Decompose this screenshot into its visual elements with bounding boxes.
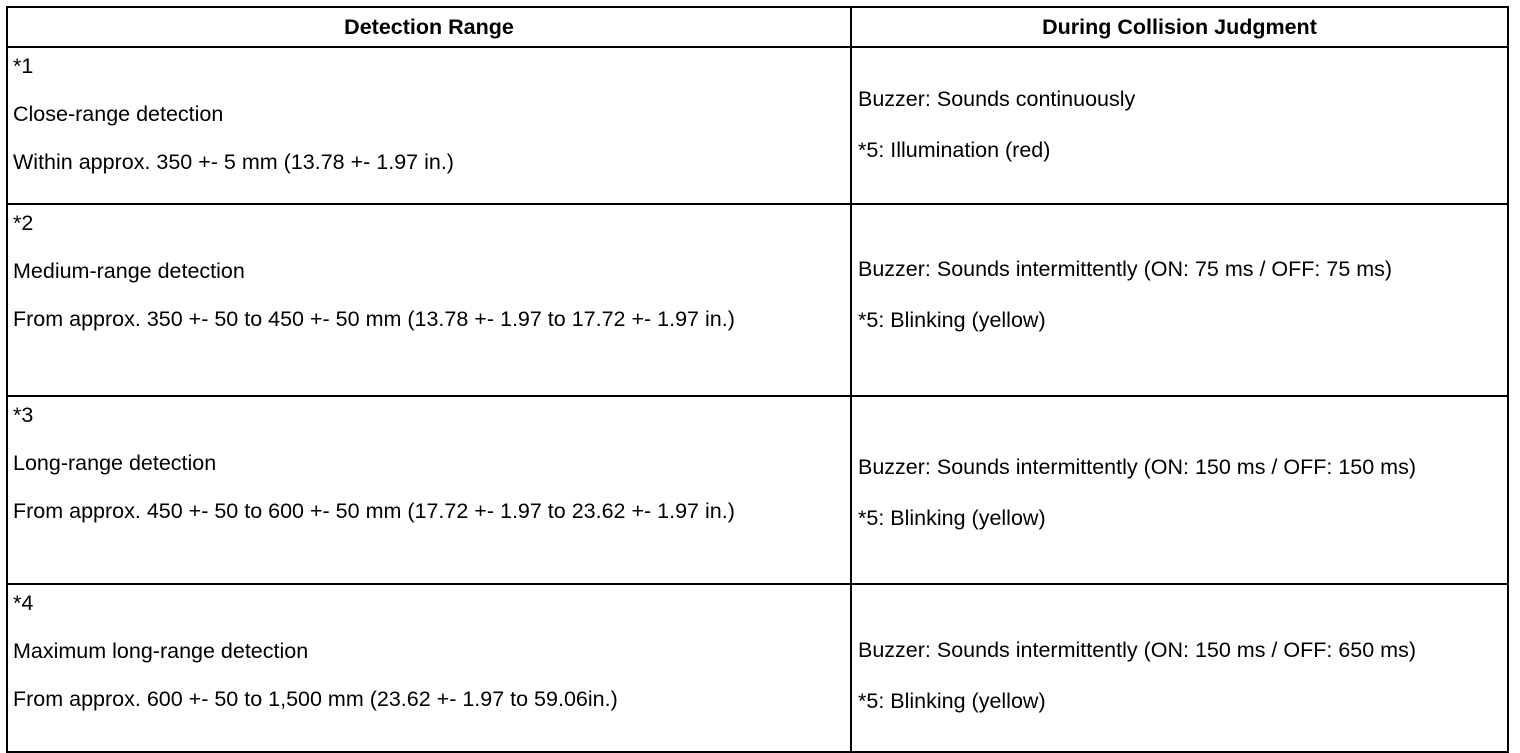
detection-range-cell <box>7 396 851 584</box>
table-row <box>7 47 1508 204</box>
collision-judgment-cell <box>851 47 1508 204</box>
header-collision-judgment: During Collision Judgment <box>851 7 1508 47</box>
indicator-behavior: *5: Illumination (red) <box>858 137 1051 162</box>
collision-judgment-cell <box>851 396 1508 584</box>
detection-range-cell <box>7 204 851 396</box>
table-header-row <box>7 7 1508 47</box>
range-value: Within approx. 350 +- 5 mm (13.78 +- 1.97 in.) <box>13 150 454 174</box>
collision-judgment-cell <box>851 204 1508 396</box>
buzzer-behavior: Buzzer: Sounds intermittently (ON: 150 ms / OFF: 150 ms) <box>858 455 1416 479</box>
range-value: From approx. 350 +- 50 to 450 +- 50 mm (13.78 +- 1.97 to 17.72 +- 1.97 in.) <box>13 307 735 331</box>
indicator-behavior: *5: Blinking (yellow) <box>858 308 1046 332</box>
buzzer-behavior: Buzzer: Sounds continuously <box>858 86 1136 111</box>
row-tag: *2 <box>13 211 34 235</box>
range-name: Long-range detection <box>13 451 217 475</box>
indicator-behavior: *5: Blinking (yellow) <box>858 689 1046 713</box>
table-row <box>7 396 1508 584</box>
table-row <box>7 204 1508 396</box>
buzzer-behavior: Buzzer: Sounds intermittently (ON: 75 ms / OFF: 75 ms) <box>858 257 1393 281</box>
detection-range-cell <box>7 584 851 752</box>
range-name: Maximum long-range detection <box>13 639 309 663</box>
row-tag: *4 <box>13 591 34 615</box>
row-tag: *1 <box>13 54 34 78</box>
table-row <box>7 584 1508 752</box>
range-value: From approx. 600 +- 50 to 1,500 mm (23.62 +- 1.97 to 59.06in.) <box>13 687 618 711</box>
detection-range-cell <box>7 47 851 204</box>
row-tag: *3 <box>13 403 34 427</box>
header-detection-range: Detection Range <box>7 7 851 47</box>
range-name: Medium-range detection <box>13 259 245 283</box>
range-value: From approx. 450 +- 50 to 600 +- 50 mm (17.72 +- 1.97 to 23.62 +- 1.97 in.) <box>13 499 735 523</box>
collision-judgment-cell <box>851 584 1508 752</box>
buzzer-behavior: Buzzer: Sounds intermittently (ON: 150 ms / OFF: 650 ms) <box>858 638 1416 662</box>
indicator-behavior: *5: Blinking (yellow) <box>858 506 1046 530</box>
range-name: Close-range detection <box>13 102 224 126</box>
detection-range-table <box>6 6 1509 753</box>
